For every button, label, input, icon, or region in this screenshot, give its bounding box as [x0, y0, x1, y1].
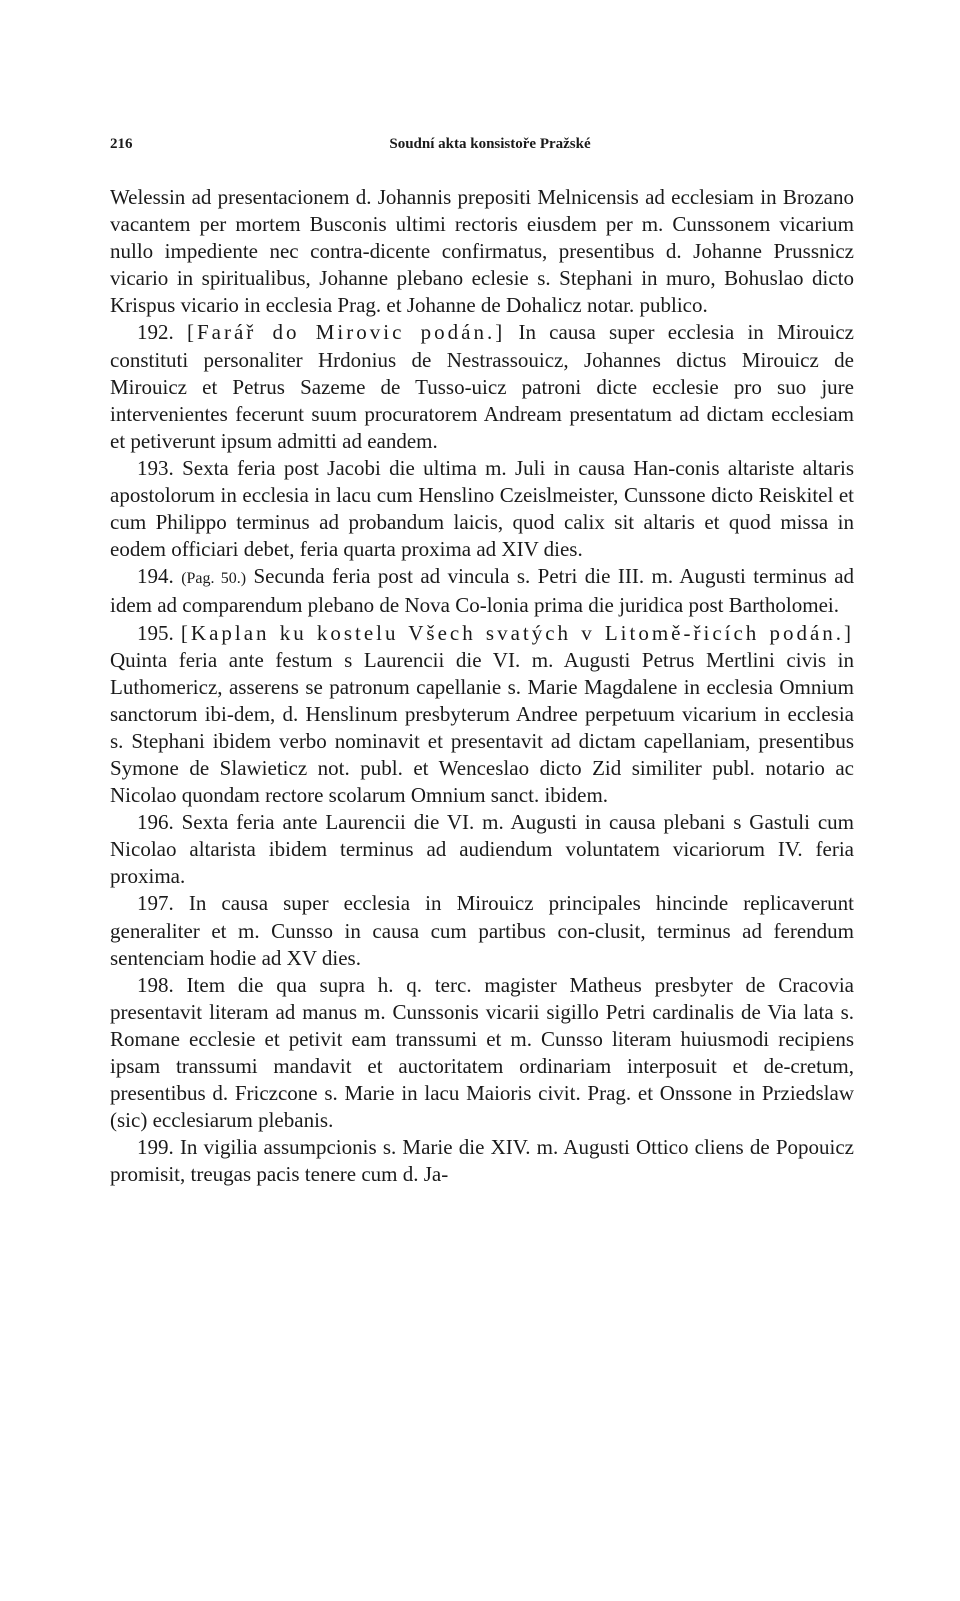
entry-194 [110, 563, 854, 619]
entry-number: 194. [137, 564, 174, 589]
entry-193 [110, 455, 854, 563]
entry-text: Item die qua supra h. q. terc. magister Matheus presbyter de Cracovia presentavit literam ad manus m. Cunssonis vicarii sigillo Petri cardinalis de Via lata s. Romane ecclesie et petivit eam transsumi et m. Cunsso literam huiusmodi recipiens ipsam transsumi mandavit et auctoritatem ordinariam interposuit et de-cretum, presentibus d. Friczcone s. Marie in lacu Maioris civit. Prag. et Onssone in Prziedslaw (sic) ecclesiarum plebanis. [110, 972, 854, 1133]
entry-number: 198. [137, 972, 174, 997]
entry-number: 199. [137, 1135, 174, 1160]
entry-text: Quinta feria ante festum s Laurencii die VI. m. Augusti Petrus Mertlini civis in Luthomericz, asserens se patronum capellanie s. Marie Magdalene in ecclesia Omnium sanctorum ibi-dem, d. Henslinum presbyterum Andree perpetuum vicarium in ecclesia s. Stephani ibidem verbo nominavit et presentavit ad dictam capellaniam, presentibus Symone de Slawieticz not. publ. et Wenceslao dicto Zid similiter publ. notario ac Nicolao quondam rectore scolarum Omnium sanct. ibidem. [110, 647, 854, 808]
entry-198 [110, 972, 854, 1135]
entry-192 [110, 319, 854, 454]
entry-number: 196. [137, 810, 174, 835]
entry-text: In causa super ecclesia in Mirouicz principales hincinde replicaverunt generaliter et m. Cunsso in causa cum partibus con-clusit, terminus ad ferendum sentenciam hodie ad XV dies. [110, 891, 854, 970]
entry-text: Sexta feria ante Laurencii die VI. m. Augusti in causa plebani s Gastuli cum Nicolao altarista ibidem terminus ad audiendum voluntatem vicariorum IV. feria proxima. [110, 810, 854, 889]
entry-text: In vigilia assumpcionis s. Marie die XIV. m. Augusti Ottico cliens de Popouicz promisit, treugas pacis tenere cum d. Ja- [110, 1135, 854, 1187]
running-title: Soudní akta konsistoře Pražské [389, 136, 591, 152]
entry-heading: [Farář do Mirovic podán.] [186, 320, 506, 345]
entry-number: 192. [137, 320, 174, 345]
page-number: 216 [110, 136, 133, 152]
continuation-paragraph: Welessin ad presentacionem d. Johannis prepositi Melnicensis ad ecclesiam in Brozano vacantem per mortem Busconis ultimi rectoris eiusdem per m. Cunssonem vicarium nullo impediente nec contra-dicente confirmatus, presentibus d. Johanne Prussnicz vicario in spiritualibus, Johanne plebano eclesie s. Stephani in muro, Bohuslao dicto Krispus vicario in ecclesia Prag. et Johanne de Dohalicz notar. publico. [110, 185, 854, 318]
entry-195 [110, 620, 854, 810]
entry-text: Secunda feria post ad vincula s. Petri die III. m. Augusti terminus ad idem ad comparendum plebano de Nova Co-lonia prima die juridica post Bartholomei. [110, 564, 855, 618]
entry-heading: [Kaplan ku kostelu Všech svatých v Litomě-řicích podán.] [180, 620, 855, 645]
entry-199 [110, 1134, 854, 1188]
entry-text: In causa super ecclesia in Mirouicz constituti personaliter Hrdonius de Nestrassouicz, Johannes dictus Mirouicz de Mirouicz et Petrus Sazeme de Tusso-uicz patroni dicte ecclesie pro suo jure intervenientes fecerunt suum procuratorem Andream presentatum ad dictam ecclesiam et petiverunt ipsum admitti ad eandem. [110, 320, 854, 453]
entry-196 [110, 809, 854, 890]
page-reference-note: (Pag. 50.) [181, 570, 247, 588]
entry-197 [110, 890, 854, 971]
entry-number: 197. [137, 891, 174, 916]
body-text [110, 184, 854, 1188]
entry-number: 195. [137, 620, 174, 645]
entry-text: Sexta feria post Jacobi die ultima m. Juli in causa Han-conis altariste altaris apostolorum in ecclesia in lacu cum Henslino Czeislmeister, Cunssone dicto Reiskitel et cum Philippo terminus ad probandum laicis, quod calix sit altaris et quod missa in eodem officiari debet, feria quarta proxima ad XIV dies. [110, 455, 854, 562]
entry-number: 193. [137, 455, 174, 480]
